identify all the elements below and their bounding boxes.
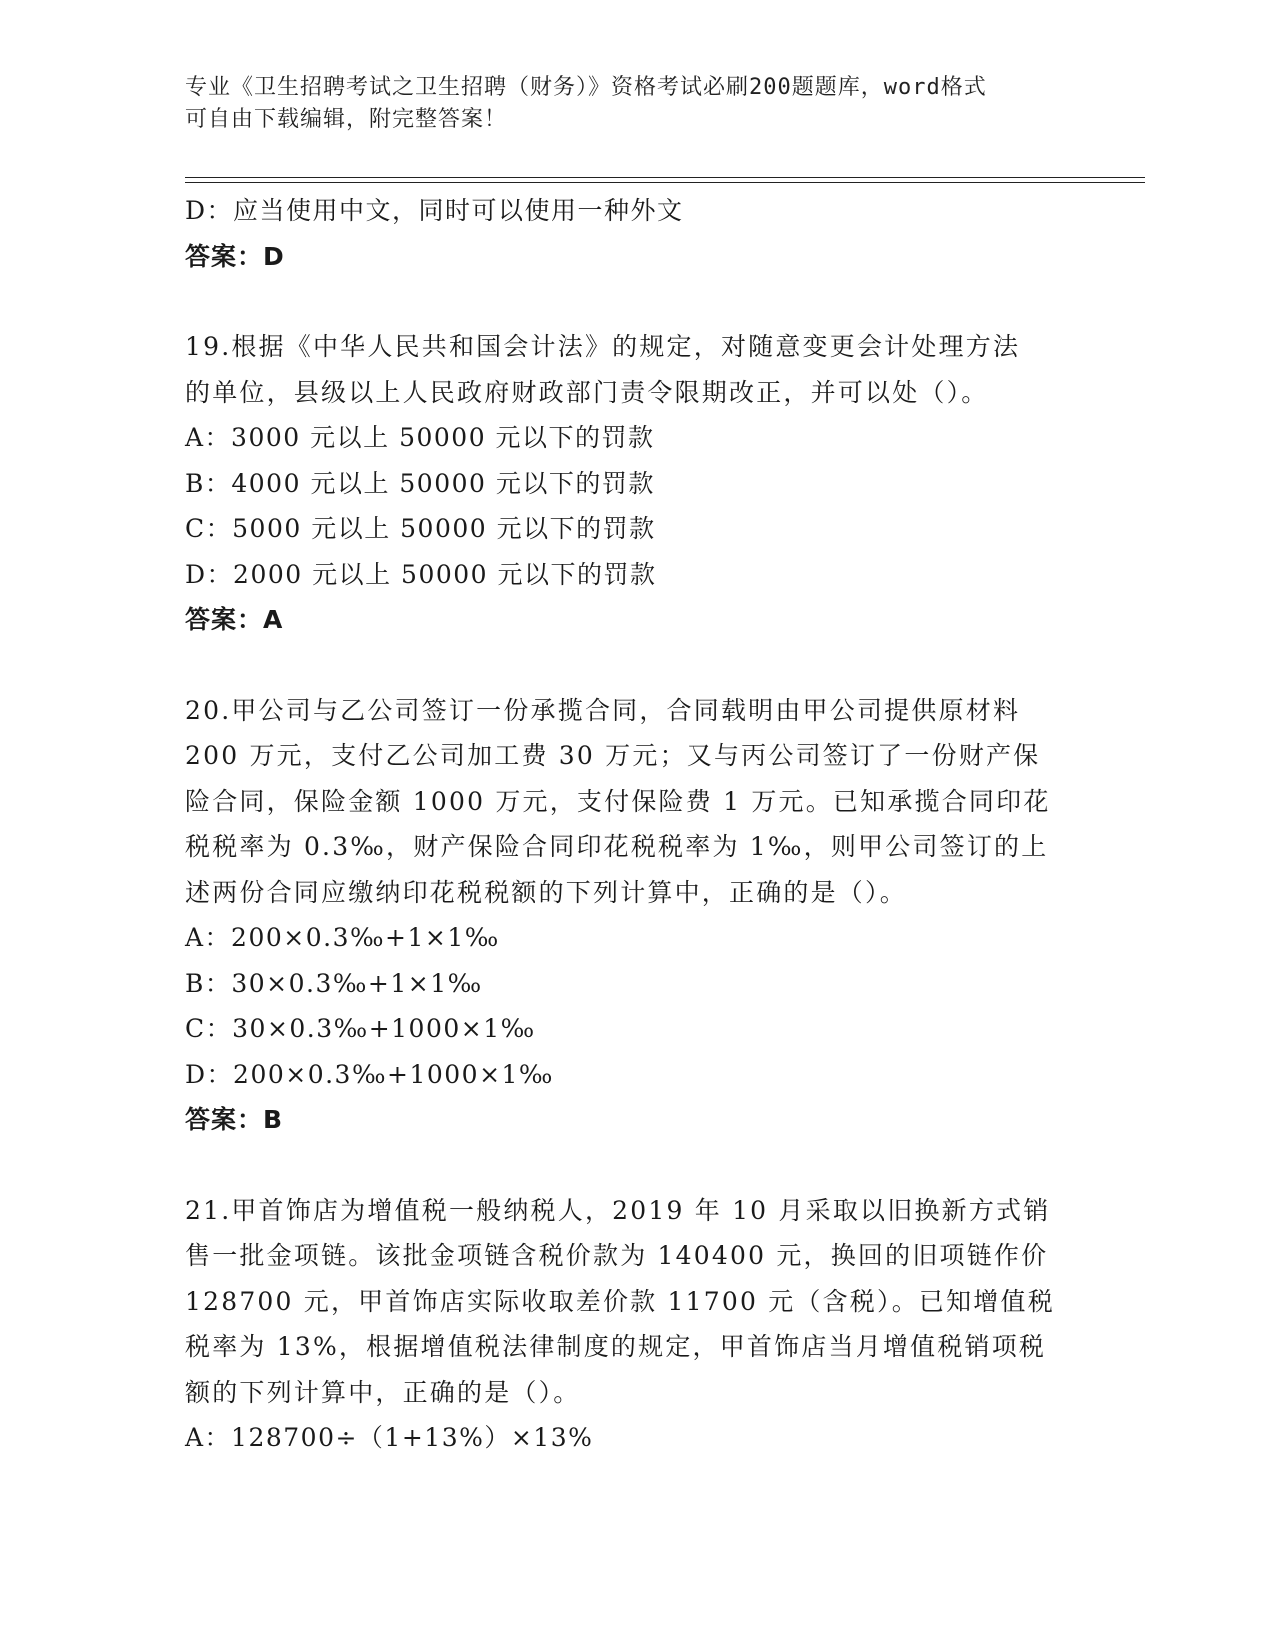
document-body: [185, 188, 1085, 1461]
header-divider-bottom: [185, 182, 1145, 183]
question-stem-line: 额的下列计算中，正确的是（）。: [185, 1377, 581, 1407]
option-b: B：4000 元以上 50000 元以下的罚款: [185, 468, 655, 498]
option-d: D：2000 元以上 50000 元以下的罚款: [185, 559, 657, 589]
question-stem-line: 200 万元，支付乙公司加工费 30 万元；又与丙公司签订了一份财产保: [185, 741, 1041, 770]
answer-line: 答案：A: [185, 605, 284, 634]
option-a: A：200×0.3‰+1×1‰: [185, 923, 500, 952]
option-d: D：应当使用中文，同时可以使用一种外文: [185, 196, 684, 225]
option-c: C：5000 元以上 50000 元以下的罚款: [185, 514, 656, 543]
header-divider-top: [185, 177, 1145, 178]
option-d: D：200×0.3‰+1000×1‰: [185, 1059, 554, 1089]
header-line-2: 可自由下载编辑，附完整答案！: [185, 107, 508, 132]
question-stem-line: 税率为 13%，根据增值税法律制度的规定，甲首饰店当月增值税销项税: [185, 1332, 1047, 1361]
page-header: [185, 72, 1065, 136]
header-line-1: 专业《卫生招聘考试之卫生招聘（财务）》资格考试必刷200题题库，word格式: [185, 75, 987, 100]
question-20: [185, 688, 1085, 1143]
question-stem-line: 21.甲首饰店为增值税一般纳税人，2019 年 10 月采取以旧换新方式销: [185, 1195, 1051, 1225]
question-stem-line: 19.根据《中华人民共和国会计法》的规定，对随意变更会计处理方法: [185, 332, 1021, 361]
question-18-tail: [185, 188, 1085, 279]
option-a: A：128700÷（1+13%）×13%: [185, 1423, 594, 1452]
spacer: [185, 279, 1085, 324]
question-19: [185, 324, 1085, 643]
option-c: C：30×0.3‰+1000×1‰: [185, 1014, 536, 1043]
question-stem-line: 险合同，保险金额 1000 万元，支付保险费 1 万元。已知承揽合同印花: [185, 786, 1051, 816]
question-stem-line: 128700 元，甲首饰店实际收取差价款 11700 元（含税）。已知增值税: [185, 1286, 1055, 1316]
option-a: A：3000 元以上 50000 元以下的罚款: [185, 423, 655, 452]
spacer: [185, 643, 1085, 688]
question-stem-line: 的单位，县级以上人民政府财政部门责令限期改正，并可以处（）。: [185, 377, 989, 407]
answer-line: 答案：B: [185, 1105, 284, 1134]
question-stem-line: 20.甲公司与乙公司签订一份承揽合同，合同载明由甲公司提供原材料: [185, 695, 1021, 725]
spacer: [185, 1143, 1085, 1188]
question-21: [185, 1188, 1085, 1461]
question-stem-line: 述两份合同应缴纳印花税税额的下列计算中，正确的是（）。: [185, 877, 907, 907]
question-stem-line: 税税率为 0.3‰，财产保险合同印花税税率为 1‰，则甲公司签订的上: [185, 832, 1049, 861]
question-stem-line: 售一批金项链。该批金项链含税价款为 140400 元，换回的旧项链作价: [185, 1241, 1049, 1270]
answer-line: 答案：D: [185, 241, 285, 271]
option-b: B：30×0.3‰+1×1‰: [185, 968, 483, 998]
